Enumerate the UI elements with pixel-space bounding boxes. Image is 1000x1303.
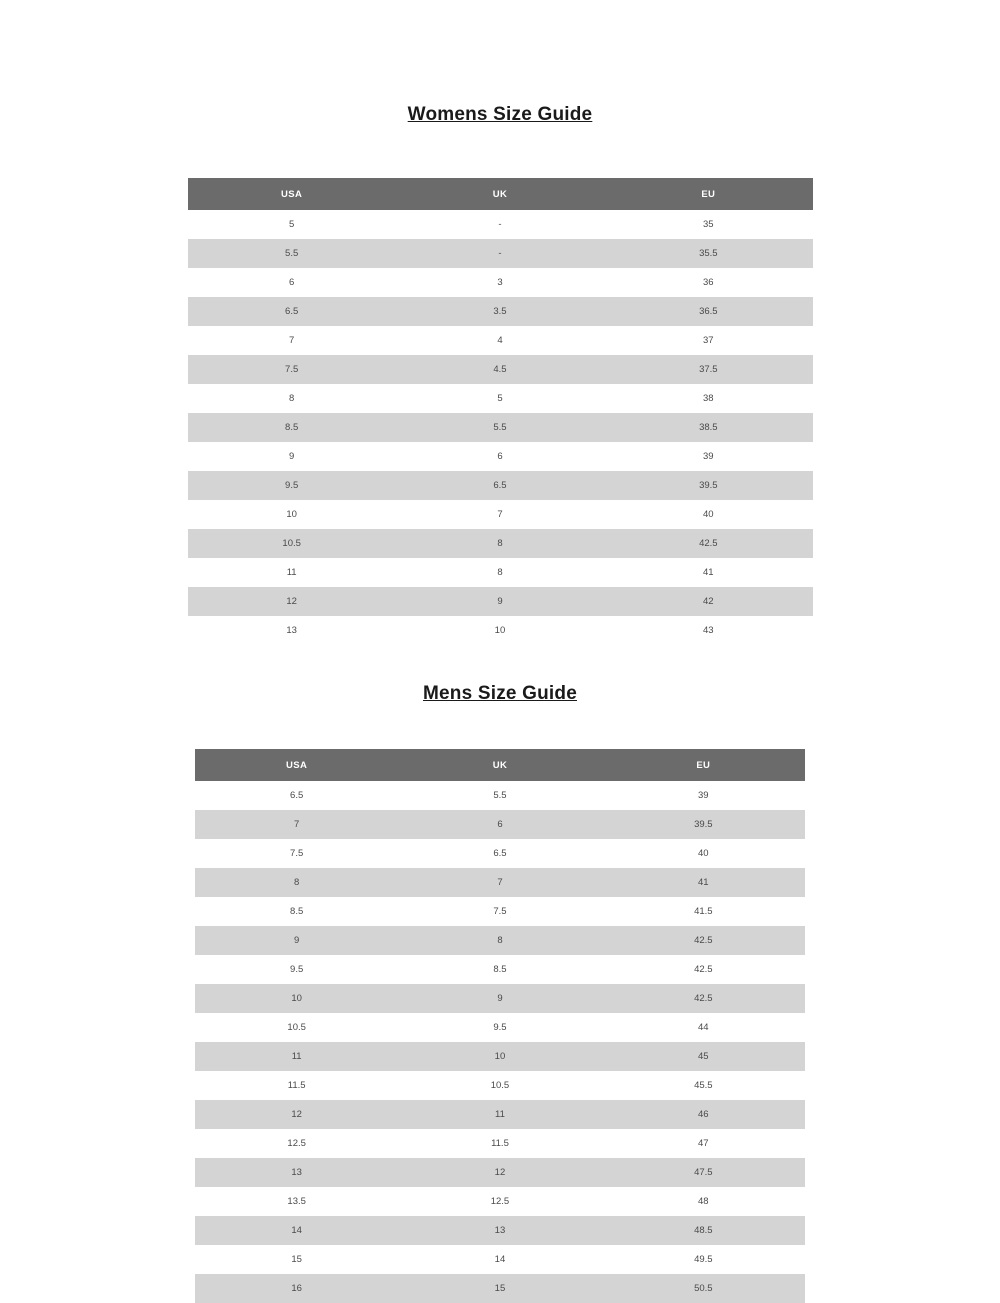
mens-size-table: [195, 749, 805, 1303]
cell-eu: 36: [604, 268, 812, 297]
cell-uk: 5: [396, 384, 604, 413]
cell-usa: 6.5: [188, 297, 396, 326]
cell-usa: 8.5: [195, 897, 398, 926]
cell-usa: 10.5: [195, 1013, 398, 1042]
cell-usa: 9: [195, 926, 398, 955]
cell-usa: 9.5: [195, 955, 398, 984]
table-row: [188, 326, 813, 355]
table-row: [188, 355, 813, 384]
table-row: [188, 268, 813, 297]
table-row: [195, 1245, 805, 1274]
cell-eu: 42: [604, 587, 812, 616]
cell-eu: 46: [602, 1100, 805, 1129]
table-row: [195, 1042, 805, 1071]
table-row: [195, 1274, 805, 1303]
cell-uk: 6: [398, 810, 601, 839]
cell-eu: 38: [604, 384, 812, 413]
womens-size-guide-title: Womens Size Guide: [407, 104, 593, 125]
cell-usa: 11.5: [195, 1071, 398, 1100]
cell-uk: 3.5: [396, 297, 604, 326]
cell-uk: 4.5: [396, 355, 604, 384]
cell-usa: 9: [188, 442, 396, 471]
column-header-uk: UK: [398, 749, 601, 781]
cell-usa: 6: [188, 268, 396, 297]
cell-uk: 14: [398, 1245, 601, 1274]
cell-eu: 41: [604, 558, 812, 587]
cell-usa: 9.5: [188, 471, 396, 500]
cell-uk: -: [396, 239, 604, 268]
mens-size-guide-title: Mens Size Guide: [423, 683, 577, 704]
table-row: [188, 384, 813, 413]
table-row: [188, 616, 813, 645]
cell-uk: 12: [398, 1158, 601, 1187]
cell-eu: 44: [602, 1013, 805, 1042]
cell-uk: 8: [398, 926, 601, 955]
cell-usa: 10: [188, 500, 396, 529]
cell-uk: 9: [396, 587, 604, 616]
cell-uk: -: [396, 210, 604, 239]
cell-uk: 3: [396, 268, 604, 297]
cell-usa: 13: [188, 616, 396, 645]
cell-usa: 14: [195, 1216, 398, 1245]
table-header-row: [188, 178, 813, 210]
table-row: [195, 1216, 805, 1245]
cell-eu: 35: [604, 210, 812, 239]
cell-eu: 41.5: [602, 897, 805, 926]
cell-usa: 8: [188, 384, 396, 413]
cell-eu: 38.5: [604, 413, 812, 442]
cell-uk: 7.5: [398, 897, 601, 926]
table-row: [195, 1013, 805, 1042]
table-row: [188, 442, 813, 471]
cell-uk: 15: [398, 1274, 601, 1303]
cell-eu: 45.5: [602, 1071, 805, 1100]
cell-usa: 12: [188, 587, 396, 616]
cell-uk: 6: [396, 442, 604, 471]
cell-usa: 7: [195, 810, 398, 839]
cell-eu: 39: [604, 442, 812, 471]
cell-eu: 39: [602, 781, 805, 810]
womens-table-body: [188, 210, 813, 645]
cell-usa: 7.5: [195, 839, 398, 868]
cell-uk: 10: [398, 1042, 601, 1071]
cell-eu: 40: [602, 839, 805, 868]
cell-uk: 6.5: [396, 471, 604, 500]
cell-usa: 10: [195, 984, 398, 1013]
cell-usa: 8.5: [188, 413, 396, 442]
table-row: [195, 868, 805, 897]
cell-usa: 12.5: [195, 1129, 398, 1158]
table-row: [188, 297, 813, 326]
table-row: [195, 1187, 805, 1216]
cell-usa: 8: [195, 868, 398, 897]
cell-uk: 5.5: [398, 781, 601, 810]
cell-uk: 11: [398, 1100, 601, 1129]
cell-eu: 42.5: [604, 529, 812, 558]
section-spacer: [0, 645, 1000, 683]
cell-usa: 12: [195, 1100, 398, 1129]
cell-uk: 12.5: [398, 1187, 601, 1216]
cell-eu: 47: [602, 1129, 805, 1158]
cell-uk: 4: [396, 326, 604, 355]
cell-usa: 13: [195, 1158, 398, 1187]
column-header-usa: USA: [188, 178, 396, 210]
table-row: [188, 558, 813, 587]
cell-eu: 37.5: [604, 355, 812, 384]
womens-table-wrap: [0, 126, 1000, 645]
cell-eu: 39.5: [602, 810, 805, 839]
table-row: [195, 897, 805, 926]
cell-eu: 45: [602, 1042, 805, 1071]
table-row: [195, 955, 805, 984]
table-row: [195, 839, 805, 868]
cell-uk: 6.5: [398, 839, 601, 868]
cell-usa: 5: [188, 210, 396, 239]
cell-eu: 48.5: [602, 1216, 805, 1245]
cell-usa: 11: [188, 558, 396, 587]
cell-eu: 47.5: [602, 1158, 805, 1187]
cell-eu: 48: [602, 1187, 805, 1216]
mens-table-head: [195, 749, 805, 781]
cell-uk: 7: [396, 500, 604, 529]
cell-eu: 40: [604, 500, 812, 529]
cell-uk: 9: [398, 984, 601, 1013]
cell-usa: 5.5: [188, 239, 396, 268]
table-row: [188, 210, 813, 239]
cell-eu: 42.5: [602, 984, 805, 1013]
column-header-eu: EU: [602, 749, 805, 781]
cell-uk: 5.5: [396, 413, 604, 442]
cell-usa: 7: [188, 326, 396, 355]
cell-uk: 9.5: [398, 1013, 601, 1042]
cell-uk: 8.5: [398, 955, 601, 984]
mens-table-wrap: [0, 705, 1000, 1303]
womens-table-head: [188, 178, 813, 210]
table-row: [195, 1100, 805, 1129]
cell-uk: 11.5: [398, 1129, 601, 1158]
cell-usa: 13.5: [195, 1187, 398, 1216]
table-row: [195, 926, 805, 955]
cell-usa: 15: [195, 1245, 398, 1274]
cell-uk: 10: [396, 616, 604, 645]
table-row: [195, 810, 805, 839]
table-header-row: [195, 749, 805, 781]
cell-uk: 13: [398, 1216, 601, 1245]
table-row: [195, 1129, 805, 1158]
column-header-eu: EU: [604, 178, 812, 210]
cell-eu: 37: [604, 326, 812, 355]
table-row: [188, 500, 813, 529]
cell-eu: 41: [602, 868, 805, 897]
table-row: [188, 239, 813, 268]
table-row: [195, 984, 805, 1013]
cell-uk: 8: [396, 558, 604, 587]
mens-table-body: [195, 781, 805, 1303]
cell-eu: 39.5: [604, 471, 812, 500]
cell-uk: 10.5: [398, 1071, 601, 1100]
womens-size-table: [188, 178, 813, 645]
table-row: [188, 529, 813, 558]
table-row: [188, 471, 813, 500]
column-header-uk: UK: [396, 178, 604, 210]
table-row: [195, 781, 805, 810]
table-row: [188, 587, 813, 616]
cell-usa: 16: [195, 1274, 398, 1303]
cell-eu: 50.5: [602, 1274, 805, 1303]
cell-eu: 36.5: [604, 297, 812, 326]
cell-eu: 42.5: [602, 926, 805, 955]
column-header-usa: USA: [195, 749, 398, 781]
table-row: [188, 413, 813, 442]
cell-uk: 7: [398, 868, 601, 897]
cell-eu: 43: [604, 616, 812, 645]
cell-usa: 7.5: [188, 355, 396, 384]
cell-uk: 8: [396, 529, 604, 558]
table-row: [195, 1158, 805, 1187]
table-row: [195, 1071, 805, 1100]
cell-eu: 35.5: [604, 239, 812, 268]
cell-usa: 10.5: [188, 529, 396, 558]
cell-eu: 49.5: [602, 1245, 805, 1274]
cell-eu: 42.5: [602, 955, 805, 984]
cell-usa: 11: [195, 1042, 398, 1071]
cell-usa: 6.5: [195, 781, 398, 810]
